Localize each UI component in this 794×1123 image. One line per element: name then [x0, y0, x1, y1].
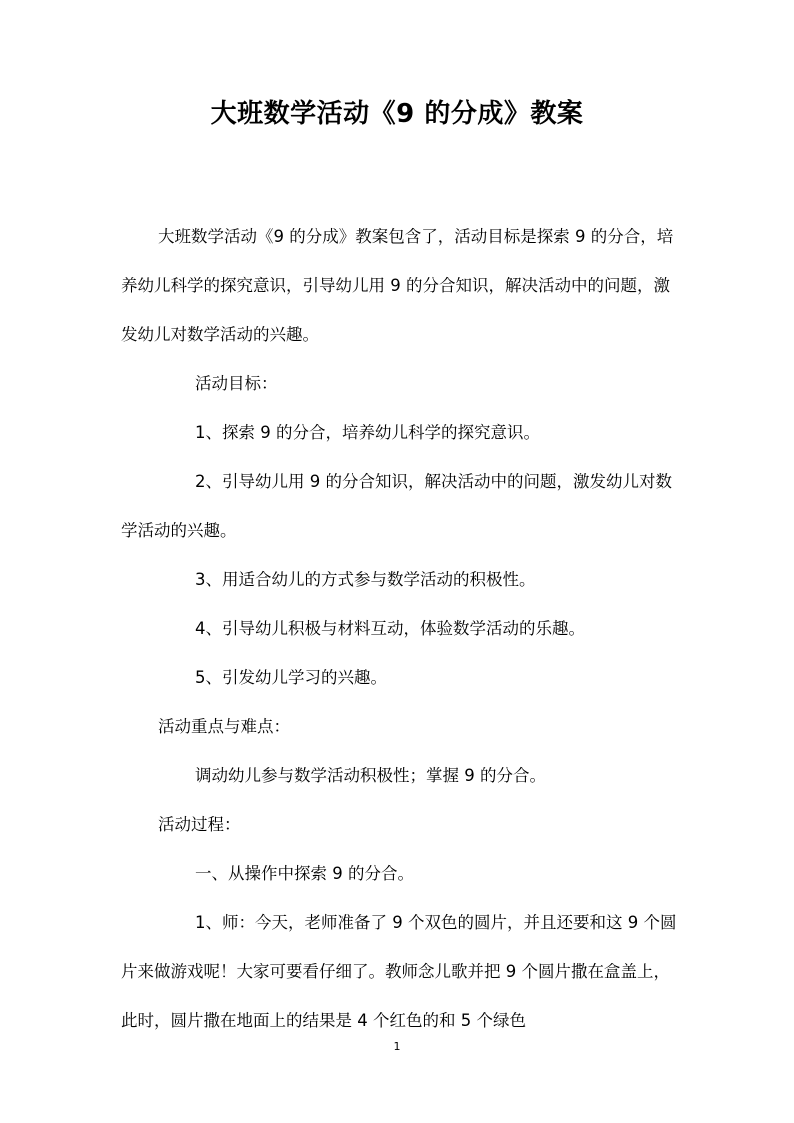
- goal-item-5: 5、引发幼儿学习的兴趣。: [195, 668, 387, 687]
- document-body: [121, 212, 685, 1045]
- goal-item-2: 2、引导幼儿用 9 的分合知识，解决活动中的问题，激发幼儿对数学活动的兴趣。: [121, 472, 672, 540]
- process-step-text: 1、师：今天，老师准备了 9 个双色的圆片，并且还要和这 9 个圆片来做游戏呢！大家可要看仔细了。教师念儿歌并把 9 个圆片撒在盒盖上，此时，圆片撒在地面上的结果是 4 个红色的和 5 个绿色: [121, 913, 677, 1030]
- section-heading-keypoints: 活动重点与难点：: [158, 717, 290, 736]
- process-step-heading: 一、从操作中探索 9 的分合。: [195, 864, 414, 883]
- goal-item-4: 4、引导幼儿积极与材料互动，体验数学活动的乐趣。: [195, 619, 585, 638]
- intro-paragraph: 大班数学活动《9 的分成》教案包含了，活动目标是探索 9 的分合，培养幼儿科学的探究意识，引导幼儿用 9 的分合知识，解决活动中的问题，激发幼儿对数学活动的兴趣。: [121, 227, 674, 344]
- goal-item-1: 1、探索 9 的分合，培养幼儿科学的探究意识。: [195, 423, 540, 442]
- section-heading-goals: 活动目标：: [195, 374, 278, 393]
- section-heading-process: 活动过程：: [158, 815, 241, 834]
- document-title: 大班数学活动《9 的分成》教案: [210, 99, 584, 129]
- page-number: 1: [393, 1040, 401, 1053]
- keypoints-text: 调动幼儿参与数学活动积极性；掌握 9 的分合。: [195, 766, 546, 785]
- goal-item-3: 3、用适合幼儿的方式参与数学活动的积极性。: [195, 570, 536, 589]
